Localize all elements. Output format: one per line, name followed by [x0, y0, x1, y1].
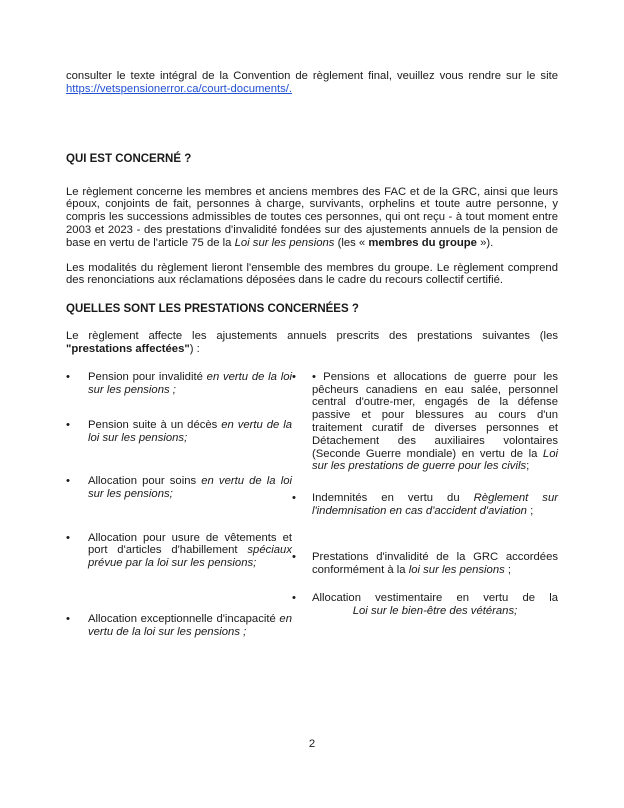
bullet-icon [66, 532, 88, 570]
bullet-icon [66, 419, 88, 445]
bullet-icon [292, 592, 312, 618]
list-item [66, 475, 292, 501]
defined-term-bold: membres du groupe [368, 236, 477, 249]
list-item-text: Pension pour invalidité en vertu de la loi sur les pensions ; [88, 370, 292, 396]
list-item-text: Allocation pour soins en vertu de la loi sur les pensions; [88, 474, 292, 500]
paragraph-text: (les « [334, 236, 369, 249]
benefits-list-right [292, 371, 558, 618]
paragraph-benefits-intro [66, 330, 558, 356]
list-item-text: Indemnités en vertu du Règlement sur l'indemnisation en cas d'accident d'aviation ; [312, 492, 558, 517]
paragraph-settlement-terms: Les modalités du règlement lieront l'ensemble des membres du groupe. Le règlement comprend des renonciations aux réclamations déposées dans le cadre du recours collectif certifié. [66, 261, 558, 287]
page-number: 2 [308, 738, 316, 750]
heading-affected-benefits: QUELLES SONT LES PRESTATIONS CONCERNÉES ? [66, 303, 359, 316]
paragraph-text: Le règlement affecte les ajustements annuels prescrits des prestations suivantes (les [66, 330, 558, 343]
continuation-paragraph [66, 70, 558, 96]
paragraph-text: ) : [189, 342, 200, 355]
bullet-icon [292, 551, 312, 577]
list-item [292, 492, 558, 518]
benefits-two-column-list [66, 371, 558, 639]
bullet-icon [66, 613, 88, 639]
list-item-text: Allocation vestimentaire en vertu de la Loi sur le bien-être des vétérans; [312, 592, 558, 618]
list-item [66, 371, 292, 397]
list-item [292, 592, 558, 618]
heading-who-is-concerned: QUI EST CONCERNÉ ? [66, 152, 192, 165]
list-item-text: Allocation pour usure de vêtements et port d'articles d'habillement spéciaux prévue par la loi sur les pensions; [88, 531, 292, 570]
court-documents-link[interactable]: https://vetspensionerror.ca/court-documents/. [66, 82, 293, 95]
continuation-text: consulter le texte intégral de la Convention de règlement final, veuillez vous rendre sur le site [66, 70, 558, 82]
paragraph-text: »). [476, 236, 494, 249]
bullet-icon [292, 492, 312, 518]
bullet-icon [292, 371, 312, 473]
bullet-icon [66, 371, 88, 397]
bullet-icon [66, 475, 88, 501]
list-item-text: Allocation exceptionnelle d'incapacité en vertu de la loi sur les pensions ; [88, 612, 292, 638]
list-item [66, 419, 292, 445]
benefits-list-left [66, 371, 292, 639]
list-item [66, 532, 292, 570]
list-item-text: Prestations d'invalidité de la GRC accordées conformément à la loi sur les pensions ; [312, 550, 558, 576]
law-title-italic: Loi sur les pensions [234, 236, 335, 249]
list-item [66, 613, 292, 639]
list-item [292, 551, 558, 577]
paragraph-group-members [66, 186, 558, 250]
paragraph-text: Le règlement concerne les membres et anciens membres des FAC et de la GRC, ainsi que leurs époux, conjoints de fait, personnes à charge, survivants, orphelins et toute autre personne, y compris les successions admissibles de toutes ces personnes, qui ont reçu - à tout moment entre 2003 et 2023 - des prestations d'invalidité fondées sur des ajustements annuels de la pension de base en vertu de l'article 75 de la [66, 185, 558, 249]
defined-term-bold: "prestations affectées" [66, 342, 190, 355]
list-item-text: • Pensions et allocations de guerre pour les pêcheurs canadiens en eau salée, personnel central d'outre-mer, engagés de la défense passive et pour blessures au cours d'un traitement curatif de diverses personnes et Détachement des auxiliaires volontaires (Seconde Guerre mondiale) en vertu de la Loi sur les prestations de guerre pour les civils; [312, 370, 558, 473]
document-content [66, 70, 558, 639]
list-item [292, 371, 558, 473]
list-item-text: Pension suite à un décès en vertu de la loi sur les pensions; [88, 419, 292, 445]
